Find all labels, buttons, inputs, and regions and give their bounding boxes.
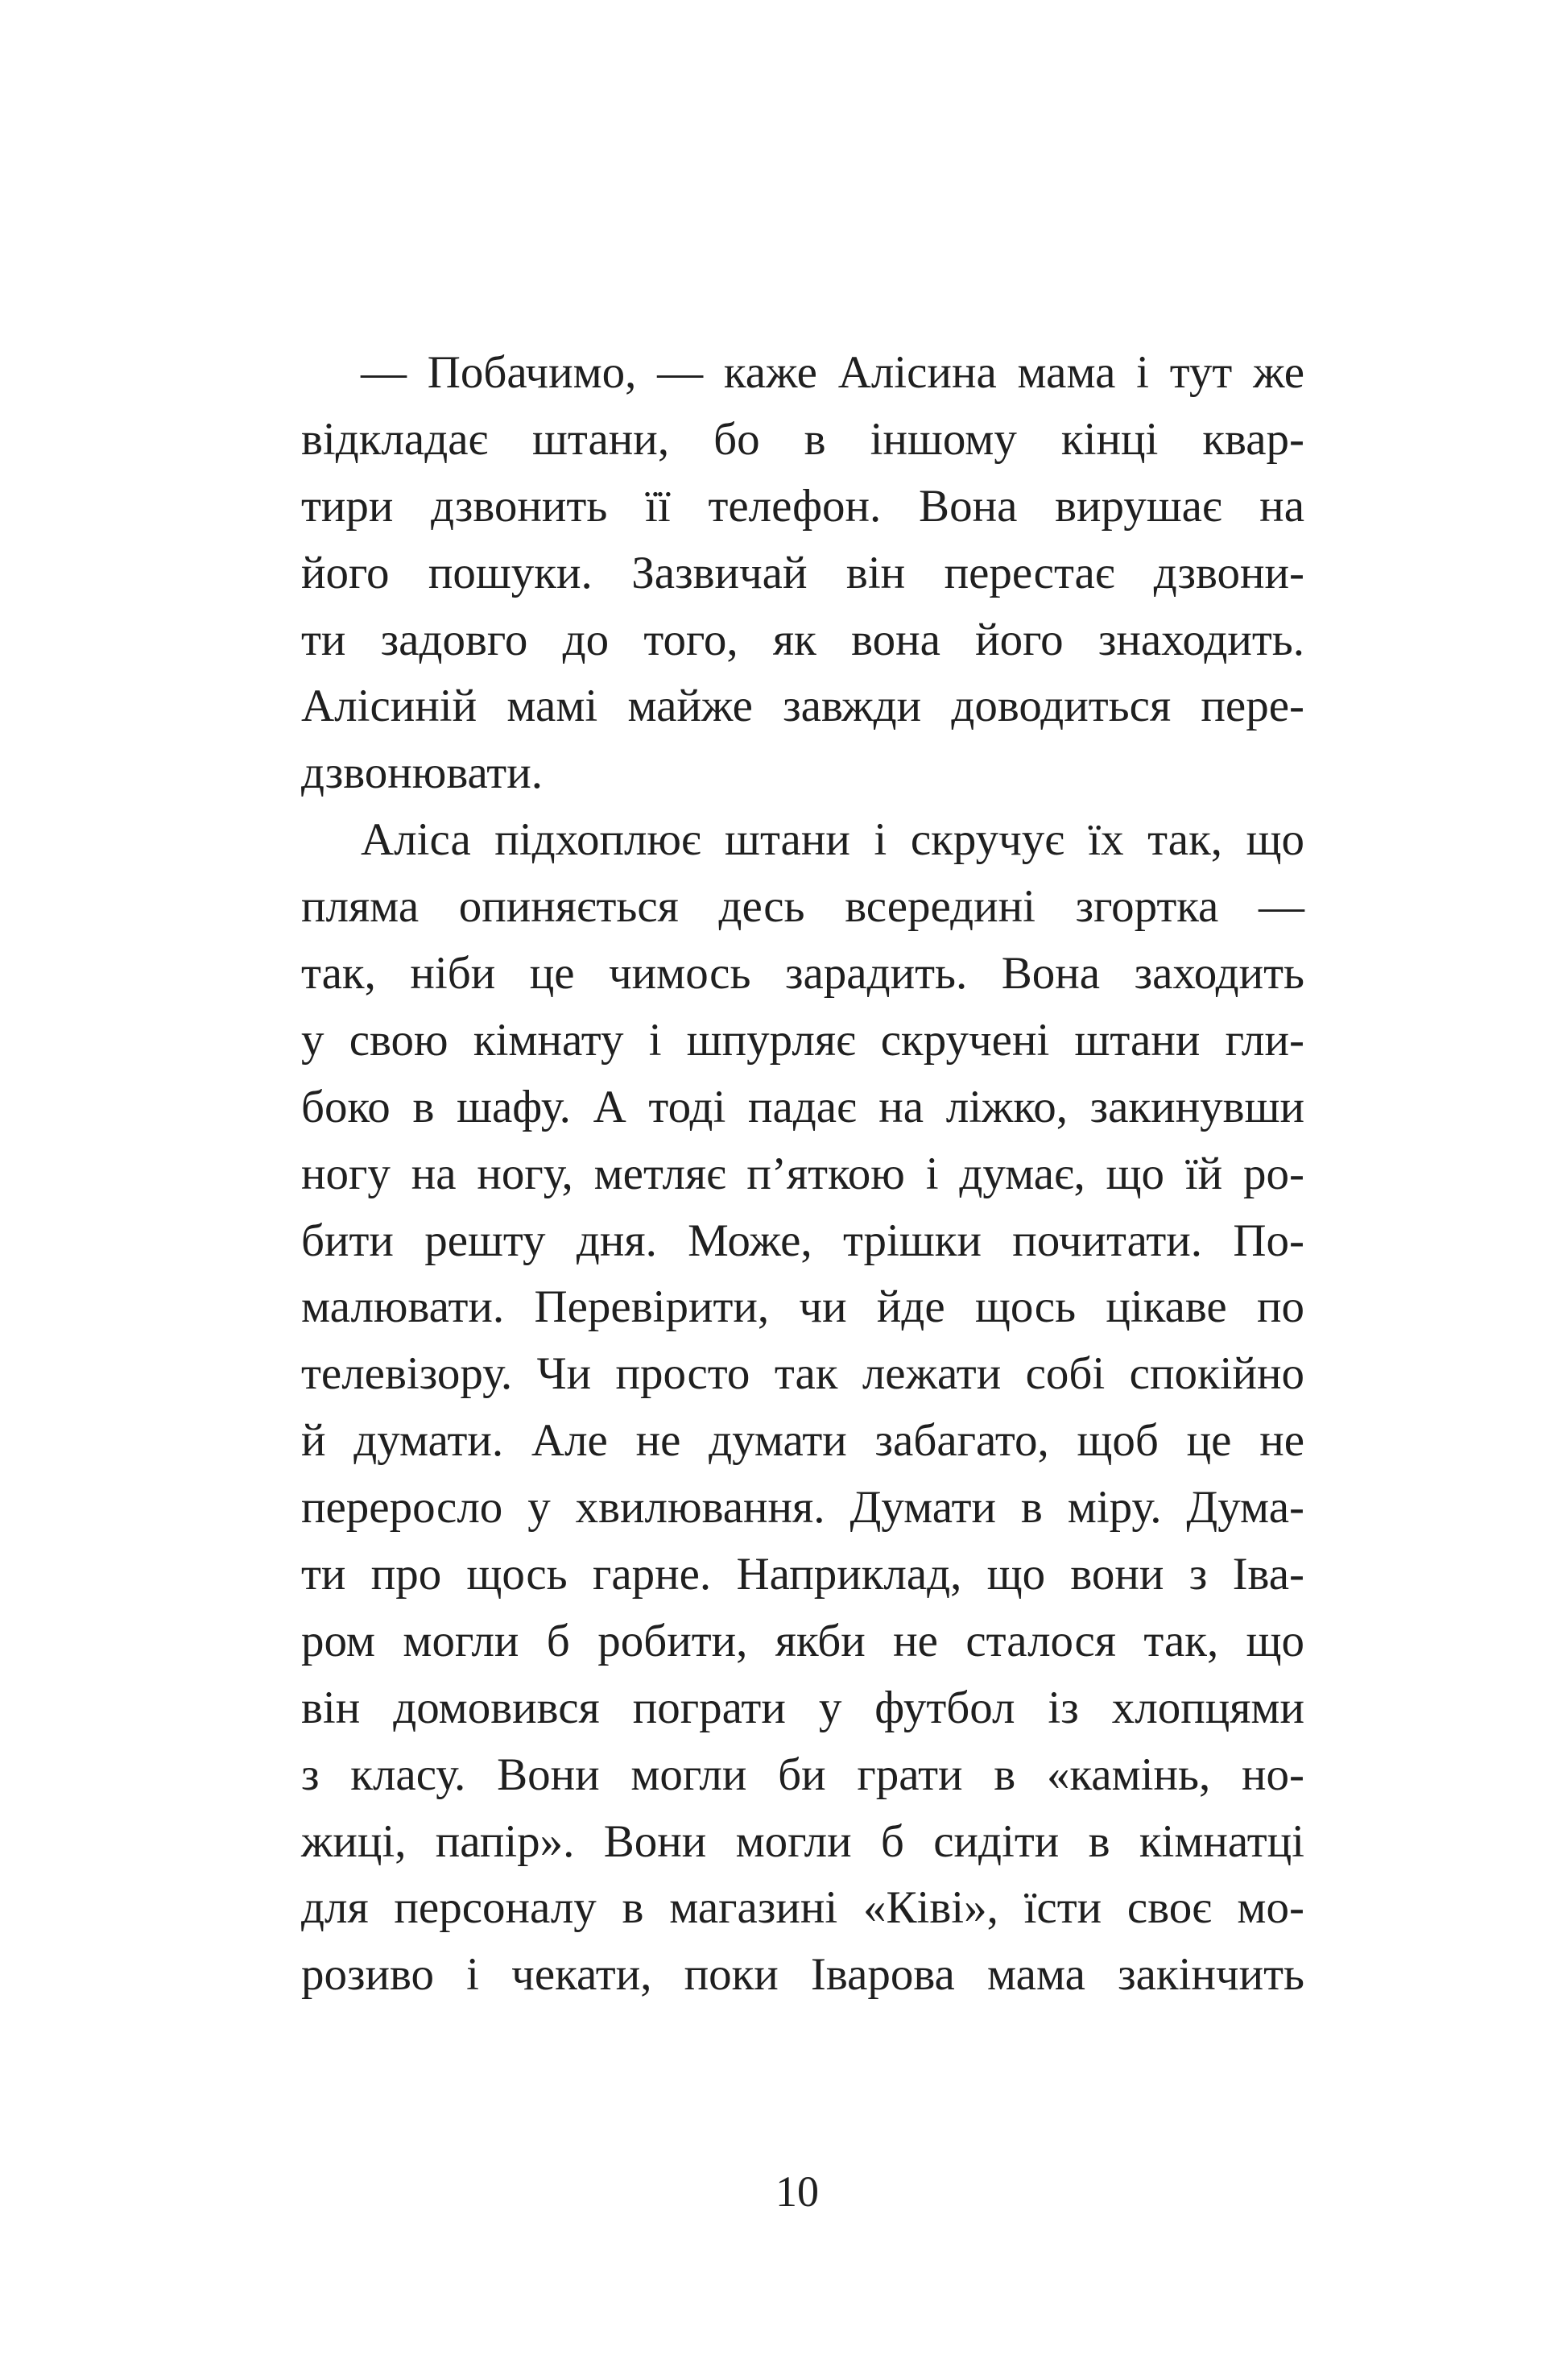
text-line: телевізору. Чи просто так лежати собі спокійно xyxy=(301,1348,1304,1400)
text-line: у свою кімнату і шпурляє скручені штани гли- xyxy=(301,1014,1304,1066)
text-line: з класу. Вони могли би грати в «камінь, но- xyxy=(301,1749,1304,1800)
text-line: й думати. Але не думати забагато, щоб це не xyxy=(301,1415,1304,1467)
body-text xyxy=(301,340,1304,2009)
text-line: так, ніби це чимось зарадить. Вона заходить xyxy=(301,948,1304,1000)
text-line: дзвонювати. xyxy=(301,747,543,799)
text-line: Алісиній мамі майже завжди доводиться пере- xyxy=(301,681,1304,732)
paragraph xyxy=(301,807,1304,2009)
text-line: — Побачимо, — каже Алісина мама і тут же xyxy=(361,347,1304,398)
text-line: розиво і чекати, поки Іварова мама закінчить xyxy=(301,1949,1304,2001)
text-line: жиці, папір». Вони могли б сидіти в кімнатці xyxy=(301,1815,1304,1867)
text-line: ногу на ногу, метляє п’яткою і думає, що їй ро- xyxy=(301,1148,1304,1199)
text-line: малювати. Перевірити, чи йде щось цікаве по xyxy=(301,1281,1304,1333)
text-line: ти задовго до того, як вона його знаходить. xyxy=(301,614,1304,665)
text-line: боко в шафу. А тоді падає на ліжко, закинувши xyxy=(301,1081,1304,1132)
text-line: переросло у хвилювання. Думати в міру. Дума- xyxy=(301,1482,1304,1534)
text-line: Аліса підхоплює штани і скручує їх так, що xyxy=(361,814,1304,866)
text-line: відкладає штани, бо в іншому кінці квар- xyxy=(301,413,1304,465)
paragraph xyxy=(301,340,1304,807)
page-number: 10 xyxy=(775,2167,819,2216)
text-line: тири дзвонить її телефон. Вона вирушає на xyxy=(301,480,1304,532)
text-line: для персоналу в магазині «Ківі», їсти своє мо- xyxy=(301,1882,1304,1934)
text-line: бити решту дня. Може, трішки почитати. По- xyxy=(301,1215,1304,1266)
text-line: ром могли б робити, якби не сталося так, що xyxy=(301,1615,1304,1666)
text-line: ти про щось гарне. Наприклад, що вони з Іва- xyxy=(301,1549,1304,1600)
text-line: він домовився пограти у футбол із хлопцями xyxy=(301,1682,1304,1733)
text-line: його пошуки. Зазвичай він перестає дзвони- xyxy=(301,547,1304,598)
text-line: пляма опиняється десь всередині згортка — xyxy=(301,881,1304,933)
